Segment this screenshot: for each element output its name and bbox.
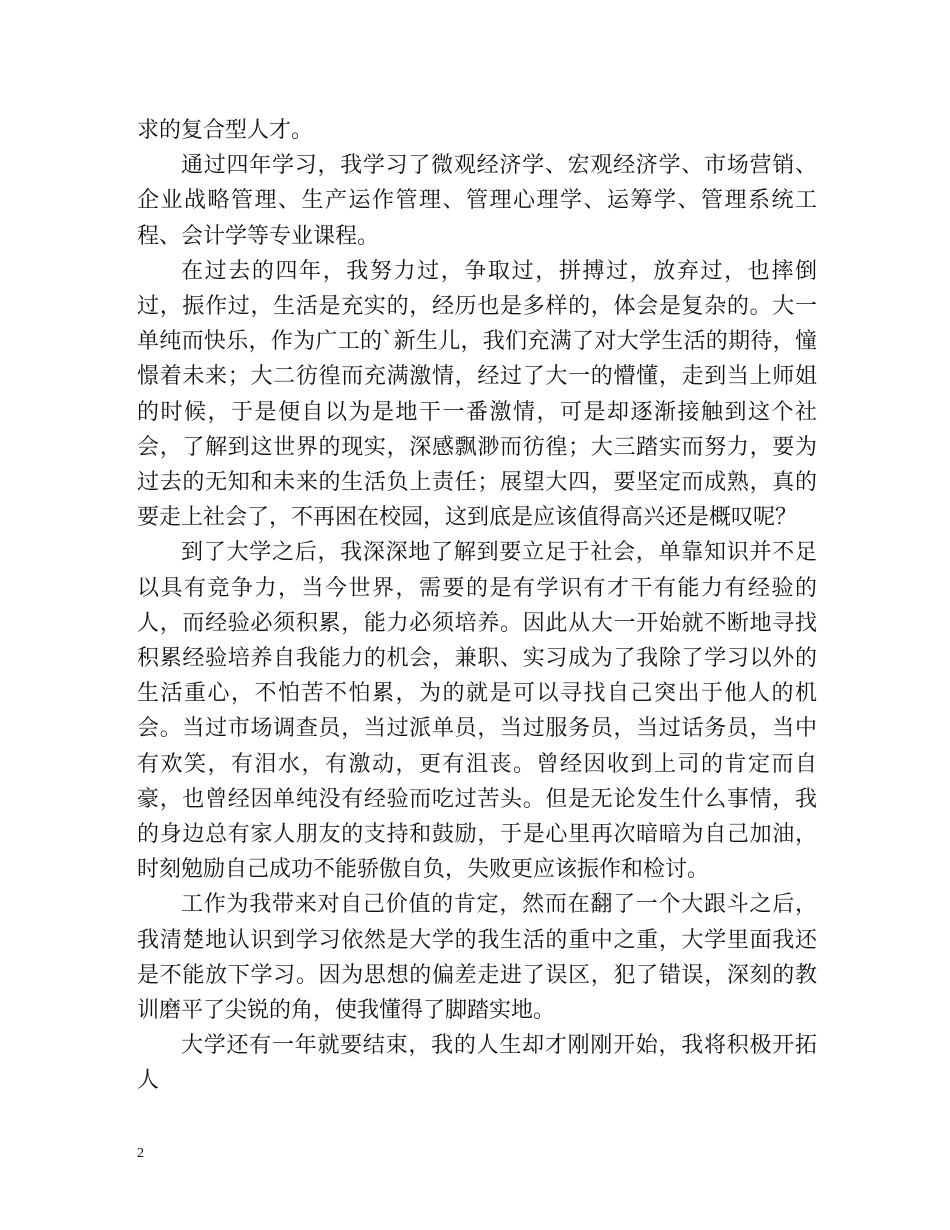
paragraph-final-year: 大学还有一年就要结束，我的人生却才刚刚开始，我将积极开拓人 xyxy=(137,1033,817,1094)
paragraph-courses: 通过四年学习，我学习了微观经济学、宏观经济学、市场营销、企业战略管理、生产运作管理、管理心理学、运筹学、管理系统工程、会计学等专业课程。 xyxy=(137,153,817,249)
paragraph-four-years: 在过去的四年，我努力过，争取过，拼搏过，放弃过，也摔倒过，振作过，生活是充实的，经历也是多样的，体会是复杂的。大一单纯而快乐，作为广工的`新生儿，我们充满了对大学生活的期待，憧憬着未来；大二彷徨而充满激情，经过了大一的懵懂，走到当上师姐的时候，于是便自以为是地干一番激情，可是却逐渐接触到这个社会，了解到这世界的现实，深感飘渺而彷徨；大三踏实而努力，要为过去的无知和未来的生活负上责任；展望大四，要坚定而成熟，真的要走上社会了，不再困在校园，这到底是应该值得高兴还是概叹呢？ xyxy=(137,258,817,531)
paragraph-experience: 到了大学之后，我深深地了解到要立足于社会，单靠知识并不足以具有竞争力，当今世界，需要的是有学识有才干有能力有经验的人，而经验必须积累，能力必须培养。因此从大一开始就不断地寻找积累经验培养自我能力的机会，兼职、实习成为了我除了学习以外的生活重心，不怕苦不怕累，为的就是可以寻找自己突出于他人的机会。当过市场调查员，当过派单员，当过服务员，当过话务员，当中有欢笑，有泪水，有激动，更有沮丧。曾经因收到上司的肯定而自豪，也曾经因单纯没有经验而吃过苦头。但是无论发生什么事情，我的身边总有家人朋友的支持和鼓励，于是心里再次暗暗为自己加油，时刻勉励自己成功不能骄傲自负，失败更应该振作和检讨。 xyxy=(137,540,817,883)
paragraph-continuation: 求的复合型人才。 xyxy=(137,118,314,143)
paragraph-work-and-study: 工作为我带来对自己价值的肯定，然而在翻了一个大跟斗之后，我清楚地认识到学习依然是大学的我生活的重中之重，大学里面我还是不能放下学习。因为思想的偏差走进了误区，犯了错误，深刻的教训磨平了尖锐的角，使我懂得了脚踏实地。 xyxy=(137,892,817,1024)
page-number: 2 xyxy=(137,1146,144,1161)
body-text xyxy=(137,113,817,1099)
